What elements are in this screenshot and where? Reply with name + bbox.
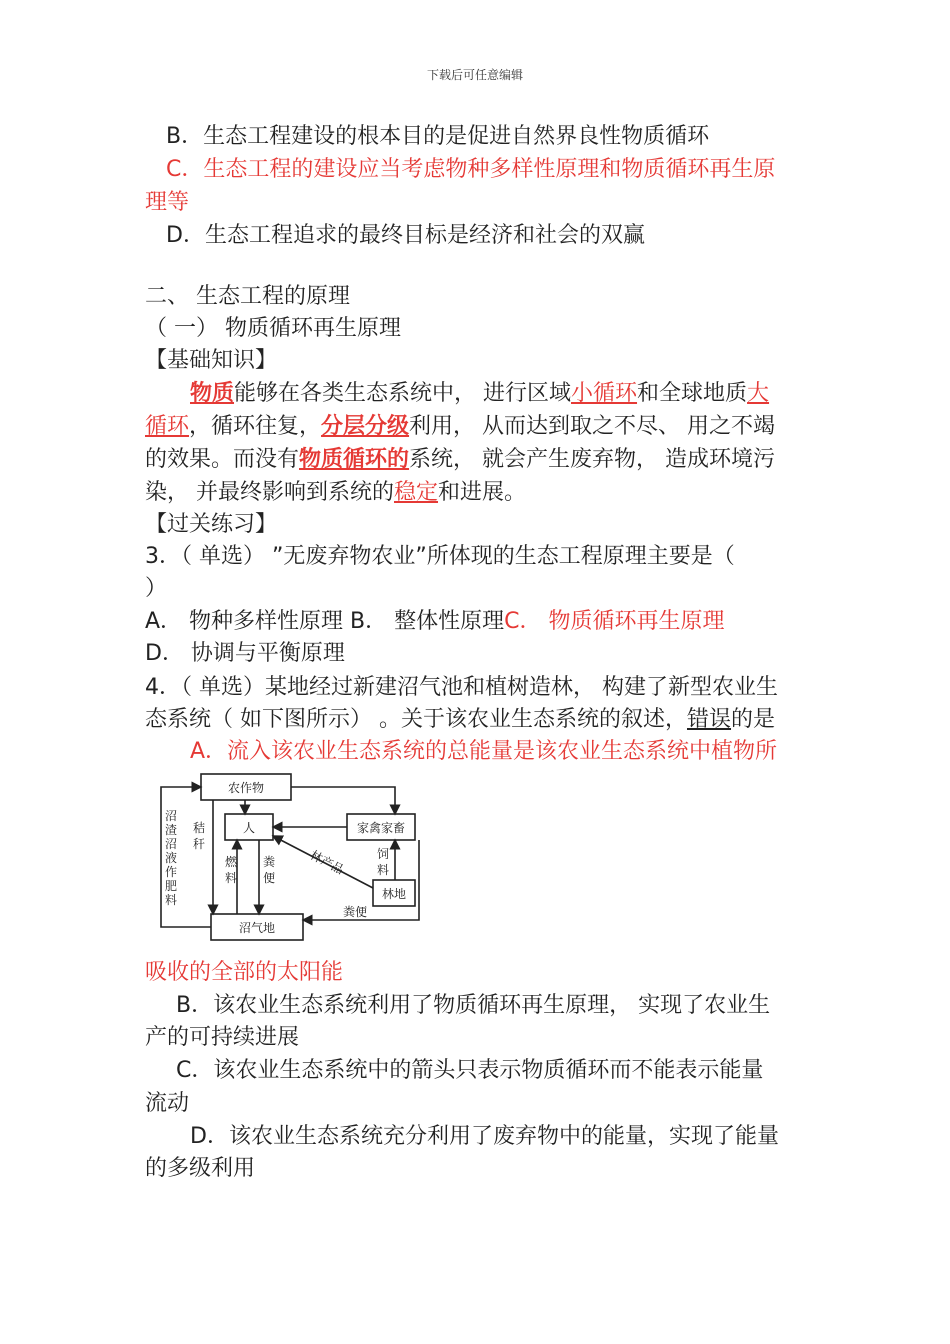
q4-stem-line2 (145, 703, 775, 736)
diagram-char: 秆 (192, 837, 206, 851)
text: 态系统（ 如下图所示） 。关于该农业生态系统的叙述， (145, 707, 687, 732)
diagram-char: 料 (376, 863, 390, 877)
option-b-prev: B．生态工程建设的根本目的是促进自然界良性物质循环 (166, 124, 710, 149)
diagram-char: 沼 (164, 837, 178, 851)
livestock-label: 家禽家畜 (356, 821, 406, 835)
knowledge-line-3 (145, 443, 775, 476)
text: 系统， 就会产生废弃物， 造成环境污 (409, 447, 776, 472)
q4-option-a-line2: 吸收的全部的太阳能 (145, 960, 344, 985)
subsection-title: （ 一） 物质循环再生原理 (145, 316, 401, 341)
forest-products-label: 林产品 (307, 847, 347, 878)
option-c-prev-line1: C．生态工程的建设应当考虑物种多样性原理和物质循环再生原 (166, 157, 776, 182)
q3-option-d: D． 协调与平衡原理 (145, 641, 345, 666)
q4-option-d-line1: D．该农业生态系统充分利用了废弃物中的能量，实现了能量 (190, 1124, 779, 1149)
diagram-char: 料 (164, 893, 178, 907)
straw-label (193, 820, 205, 851)
knowledge-line-2 (145, 410, 775, 443)
q4-option-a-line1: A．流入该农业生态系统的总能量是该农业生态系统中植物所 (190, 739, 778, 764)
diagram-char: 料 (224, 871, 238, 885)
agriculture-ecosystem-diagram (155, 768, 430, 943)
diagram-char: 液 (164, 851, 178, 865)
blank-material-cycle: 物质循环的 (299, 447, 410, 472)
q3-stem-line2: ） (145, 576, 168, 601)
diagram-char: 渣 (164, 823, 178, 837)
blank-cycle: 循环 (145, 414, 190, 439)
text: 的效果。而没有 (145, 447, 300, 472)
knowledge-line-1 (190, 377, 769, 410)
blank-layered: 分层分级 (321, 414, 410, 439)
text: ，循环往复， (189, 414, 322, 439)
q3-option-ab: A． 物种多样性原理 B． 整体性原理 (145, 609, 505, 634)
q3-options-ab (145, 605, 724, 638)
q4-stem-line1: 4．（ 单选）某地经过新建沼气池和植树造林， 构建了新型农业生 (145, 675, 778, 700)
diagram-char: 饲 (376, 847, 390, 861)
basic-knowledge-heading: 【基础知识】 (145, 348, 278, 373)
human-feces-label (263, 854, 276, 885)
crops-label: 农作物 (227, 781, 265, 795)
biogas-label: 沼气地 (238, 921, 276, 935)
fuel-label (225, 854, 238, 885)
text: 的是 (731, 707, 776, 732)
q4-option-c-line2: 流动 (145, 1091, 190, 1116)
diagram-char: 作 (164, 865, 178, 879)
text: 能够在各类生态系统中， 进行区域 (234, 381, 572, 406)
feed-label (377, 847, 389, 877)
blank-large: 大 (747, 381, 770, 406)
text: 利用， 从而达到取之不尽、 用之不竭 (409, 414, 776, 439)
human-label: 人 (242, 821, 256, 835)
blank-matter: 物质 (190, 381, 235, 406)
diagram-char: 便 (262, 871, 276, 885)
q4-option-b-line1: B．该农业生态系统利用了物质循环再生原理， 实现了农业生 (176, 993, 771, 1018)
text: 染， 并最终影响到系统的 (145, 480, 394, 505)
blank-small-cycle: 小循环 (571, 381, 638, 406)
section-title: 二、 生态工程的原理 (145, 284, 350, 309)
diagram-char: 燃 (224, 855, 238, 869)
q3-option-c: C． 物质循环再生原理 (504, 609, 725, 634)
q4-option-b-line2: 产的可持续进展 (145, 1025, 300, 1050)
q4-wrong-keyword: 错误 (687, 707, 732, 732)
diagram-char: 肥 (164, 879, 178, 893)
practice-heading: 【过关练习】 (145, 512, 278, 537)
text: 和进展。 (438, 480, 527, 505)
q4-option-c-line1: C．该农业生态系统中的箭头只表示物质循环而不能表示能量 (176, 1058, 764, 1083)
q3-stem-line1: 3．（ 单选） ”无废弃物农业”所体现的生态工程原理主要是（ (145, 544, 735, 569)
knowledge-line-4 (145, 476, 526, 509)
diagram-char: 秸 (192, 821, 206, 835)
forest-label: 林地 (381, 887, 407, 901)
manure-fertilizer-label (165, 809, 177, 907)
diagram-char: 粪 (262, 855, 276, 869)
option-d-prev: D．生态工程追求的最终目标是经济和社会的双赢 (166, 223, 645, 248)
livestock-feces-label: 粪便 (342, 905, 368, 919)
blank-stable: 稳定 (394, 480, 439, 505)
q4-option-d-line2: 的多级利用 (145, 1156, 256, 1181)
page-header: 下载后可任意编辑 (426, 68, 523, 82)
option-c-prev-line2: 理等 (145, 190, 190, 215)
text: 和全球地质 (637, 381, 748, 406)
diagram-char: 沼 (164, 809, 178, 823)
